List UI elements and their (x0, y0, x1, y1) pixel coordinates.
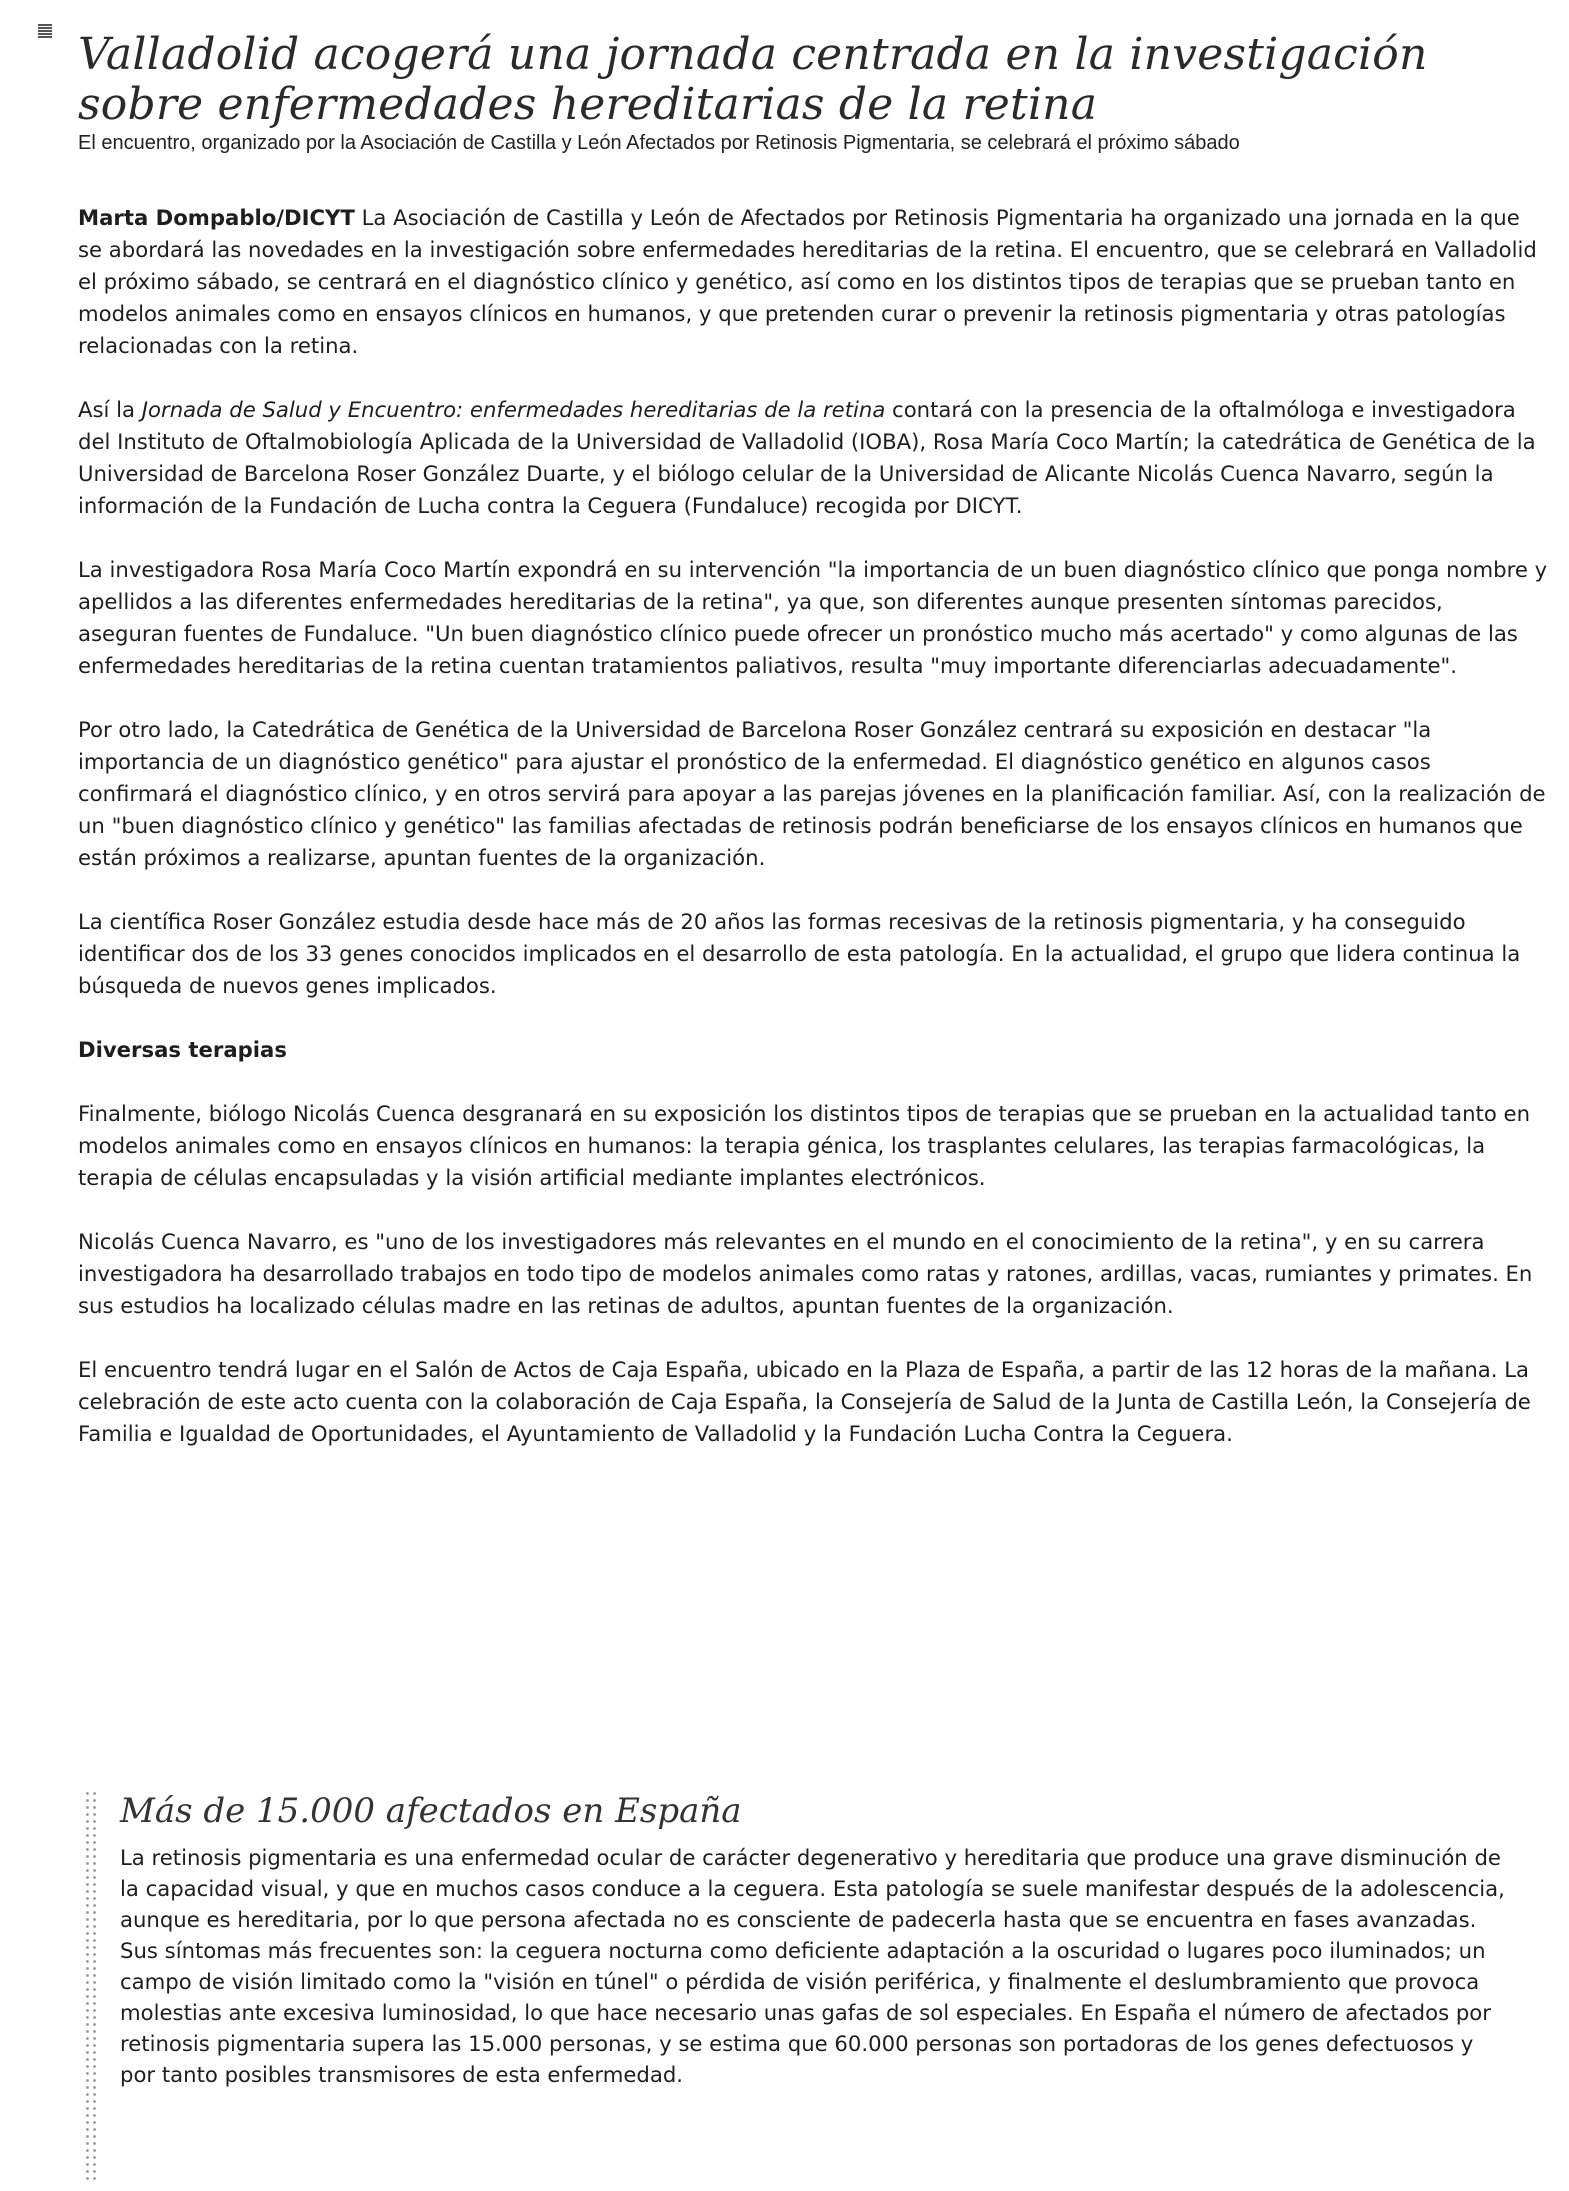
paragraph-2-text: contará con la presencia de la oftalmóloga e investigadora del Instituto de Oftalmobiología Aplicada de la Universidad de Valladolid (IOBA), Rosa María Coco Martín; la catedrática de Genética de la Universidad de Barcelona Roser González Duarte, y el biólogo celular de la Universidad de Alicante Nicolás Cuenca Navarro, según la información de la Fundación de Lucha contra la Ceguera (Fundaluce) recogida por DICYT. (78, 397, 1536, 518)
section-marker-icon (38, 24, 52, 38)
paragraph-7: Nicolás Cuenca Navarro, es "uno de los investigadores más relevantes en el mundo en el conocimiento de la retina", y en su carrera investigadora ha desarrollado trabajos en todo tipo de modelos animales como ratas y ratones, ardillas, vacas, rumiantes y primates. En sus estudios ha localizado células madre en las retinas de adultos, apuntan fuentes de la organización. (78, 1229, 1533, 1318)
section-subheading: Diversas terapias (78, 1037, 287, 1062)
sidebar-title: Más de 15.000 afectados en España (120, 1791, 742, 1831)
event-name: Jornada de Salud y Encuentro: enfermedades hereditarias de la retina (141, 397, 886, 422)
paragraph-2-lead: Así la (78, 397, 142, 422)
paragraph-4: Por otro lado, la Catedrática de Genética de la Universidad de Barcelona Roser González centrará su exposición en destacar "la importancia de un diagnóstico genético" para ajustar el pronóstico de la enfermedad. El diagnóstico genético en algunos casos confirmará el diagnóstico clínico, y en otros servirá para apoyar a las parejas jóvenes en la planificación familiar. Así, con la realización de un "buen diagnóstico clínico y genético" las familias afectadas de retinosis podrán beneficiarse de los ensayos clínicos en humanos que están próximos a realizarse, apuntan fuentes de la organización. (78, 717, 1546, 870)
sidebar-text: La retinosis pigmentaria es una enfermedad ocular de carácter degenerativo y hereditaria que produce una grave disminución de la capacidad visual, y que en muchos casos conduce a la ceguera. Esta patología se suele manifestar después de la adolescencia, aunque es hereditaria, por lo que persona afectada no es consciente de padecerla hasta que se encuentra en fases avanzadas. Sus síntomas más frecuentes son: la ceguera nocturna como deficiente adaptación a la oscuridad o lugares poco iluminados; un campo de visión limitado como la "visión en túnel" o pérdida de visión periférica, y finalmente el deslumbramiento que provoca molestias ante excesiva luminosidad, lo que hace necesario unas gafas de sol especiales. En España el número de afectados por retinosis pigmentaria supera las 15.000 personas, y se estima que 60.000 personas son portadoras de los genes defectuosos y por tanto posibles transmisores de esta enfermedad. (120, 1845, 1505, 2087)
paragraph-1-text: La Asociación de Castilla y León de Afectados por Retinosis Pigmentaria ha organizado una jornada en la que se abordará las novedades en la investigación sobre enfermedades hereditarias de la retina. El encuentro, que se celebrará en Valladolid el próximo sábado, se centrará en el diagnóstico clínico y genético, así como en los distintos tipos de terapias que se prueban tanto en modelos animales como en ensayos clínicos en humanos, y que pretenden curar o prevenir la retinosis pigmentaria y otras patologías relacionadas con la retina. (78, 205, 1537, 358)
article-body (78, 202, 1548, 1482)
paragraph-5: La científica Roser González estudia desde hace más de 20 años las formas recesivas de la retinosis pigmentaria, y ha conseguido identificar dos de los 33 genes conocidos implicados en el desarrollo de esta patología. En la actualidad, el grupo que lidera continua la búsqueda de nuevos genes implicados. (78, 909, 1521, 998)
paragraph-2 (78, 394, 1548, 522)
paragraph-3: La investigadora Rosa María Coco Martín expondrá en su intervención "la importancia de un buen diagnóstico clínico que ponga nombre y apellidos a las diferentes enfermedades hereditarias de la retina", ya que, son diferentes aunque presenten síntomas parecidos, aseguran fuentes de Fundaluce. "Un buen diagnóstico clínico puede ofrecer un pronóstico mucho más acertado" y como algunas de las enfermedades hereditarias de la retina cuentan tratamientos paliativos, resulta "muy importante diferenciarlas adecuadamente". (78, 557, 1548, 678)
article-subhead: El encuentro, organizado por la Asociación de Castilla y León Afectados por Retinosis Pigmentaria, se celebrará el próximo sábado (78, 132, 1240, 154)
article-headline: Valladolid acogerá una jornada centrada en la investigación sobre enfermedades hereditarias de la retina (78, 29, 1428, 130)
dotted-border (84, 1790, 98, 2180)
paragraph-6: Finalmente, biólogo Nicolás Cuenca desgranará en su exposición los distintos tipos de terapias que se prueban en la actualidad tanto en modelos animales como en ensayos clínicos en humanos: la terapia génica, los trasplantes celulares, las terapias farmacológicas, la terapia de células encapsuladas y la visión artificial mediante implantes electrónicos. (78, 1101, 1530, 1190)
paragraph-1 (78, 202, 1548, 362)
paragraph-8: El encuentro tendrá lugar en el Salón de Actos de Caja España, ubicado en la Plaza de España, a partir de las 12 horas de la mañana. La celebración de este acto cuenta con la colaboración de Caja España, la Consejería de Salud de la Junta de Castilla León, la Consejería de Familia e Igualdad de Oportunidades, el Ayuntamiento de Valladolid y la Fundación Lucha Contra la Ceguera. (78, 1357, 1531, 1446)
byline: Marta Dompablo/DICYT (78, 205, 355, 230)
